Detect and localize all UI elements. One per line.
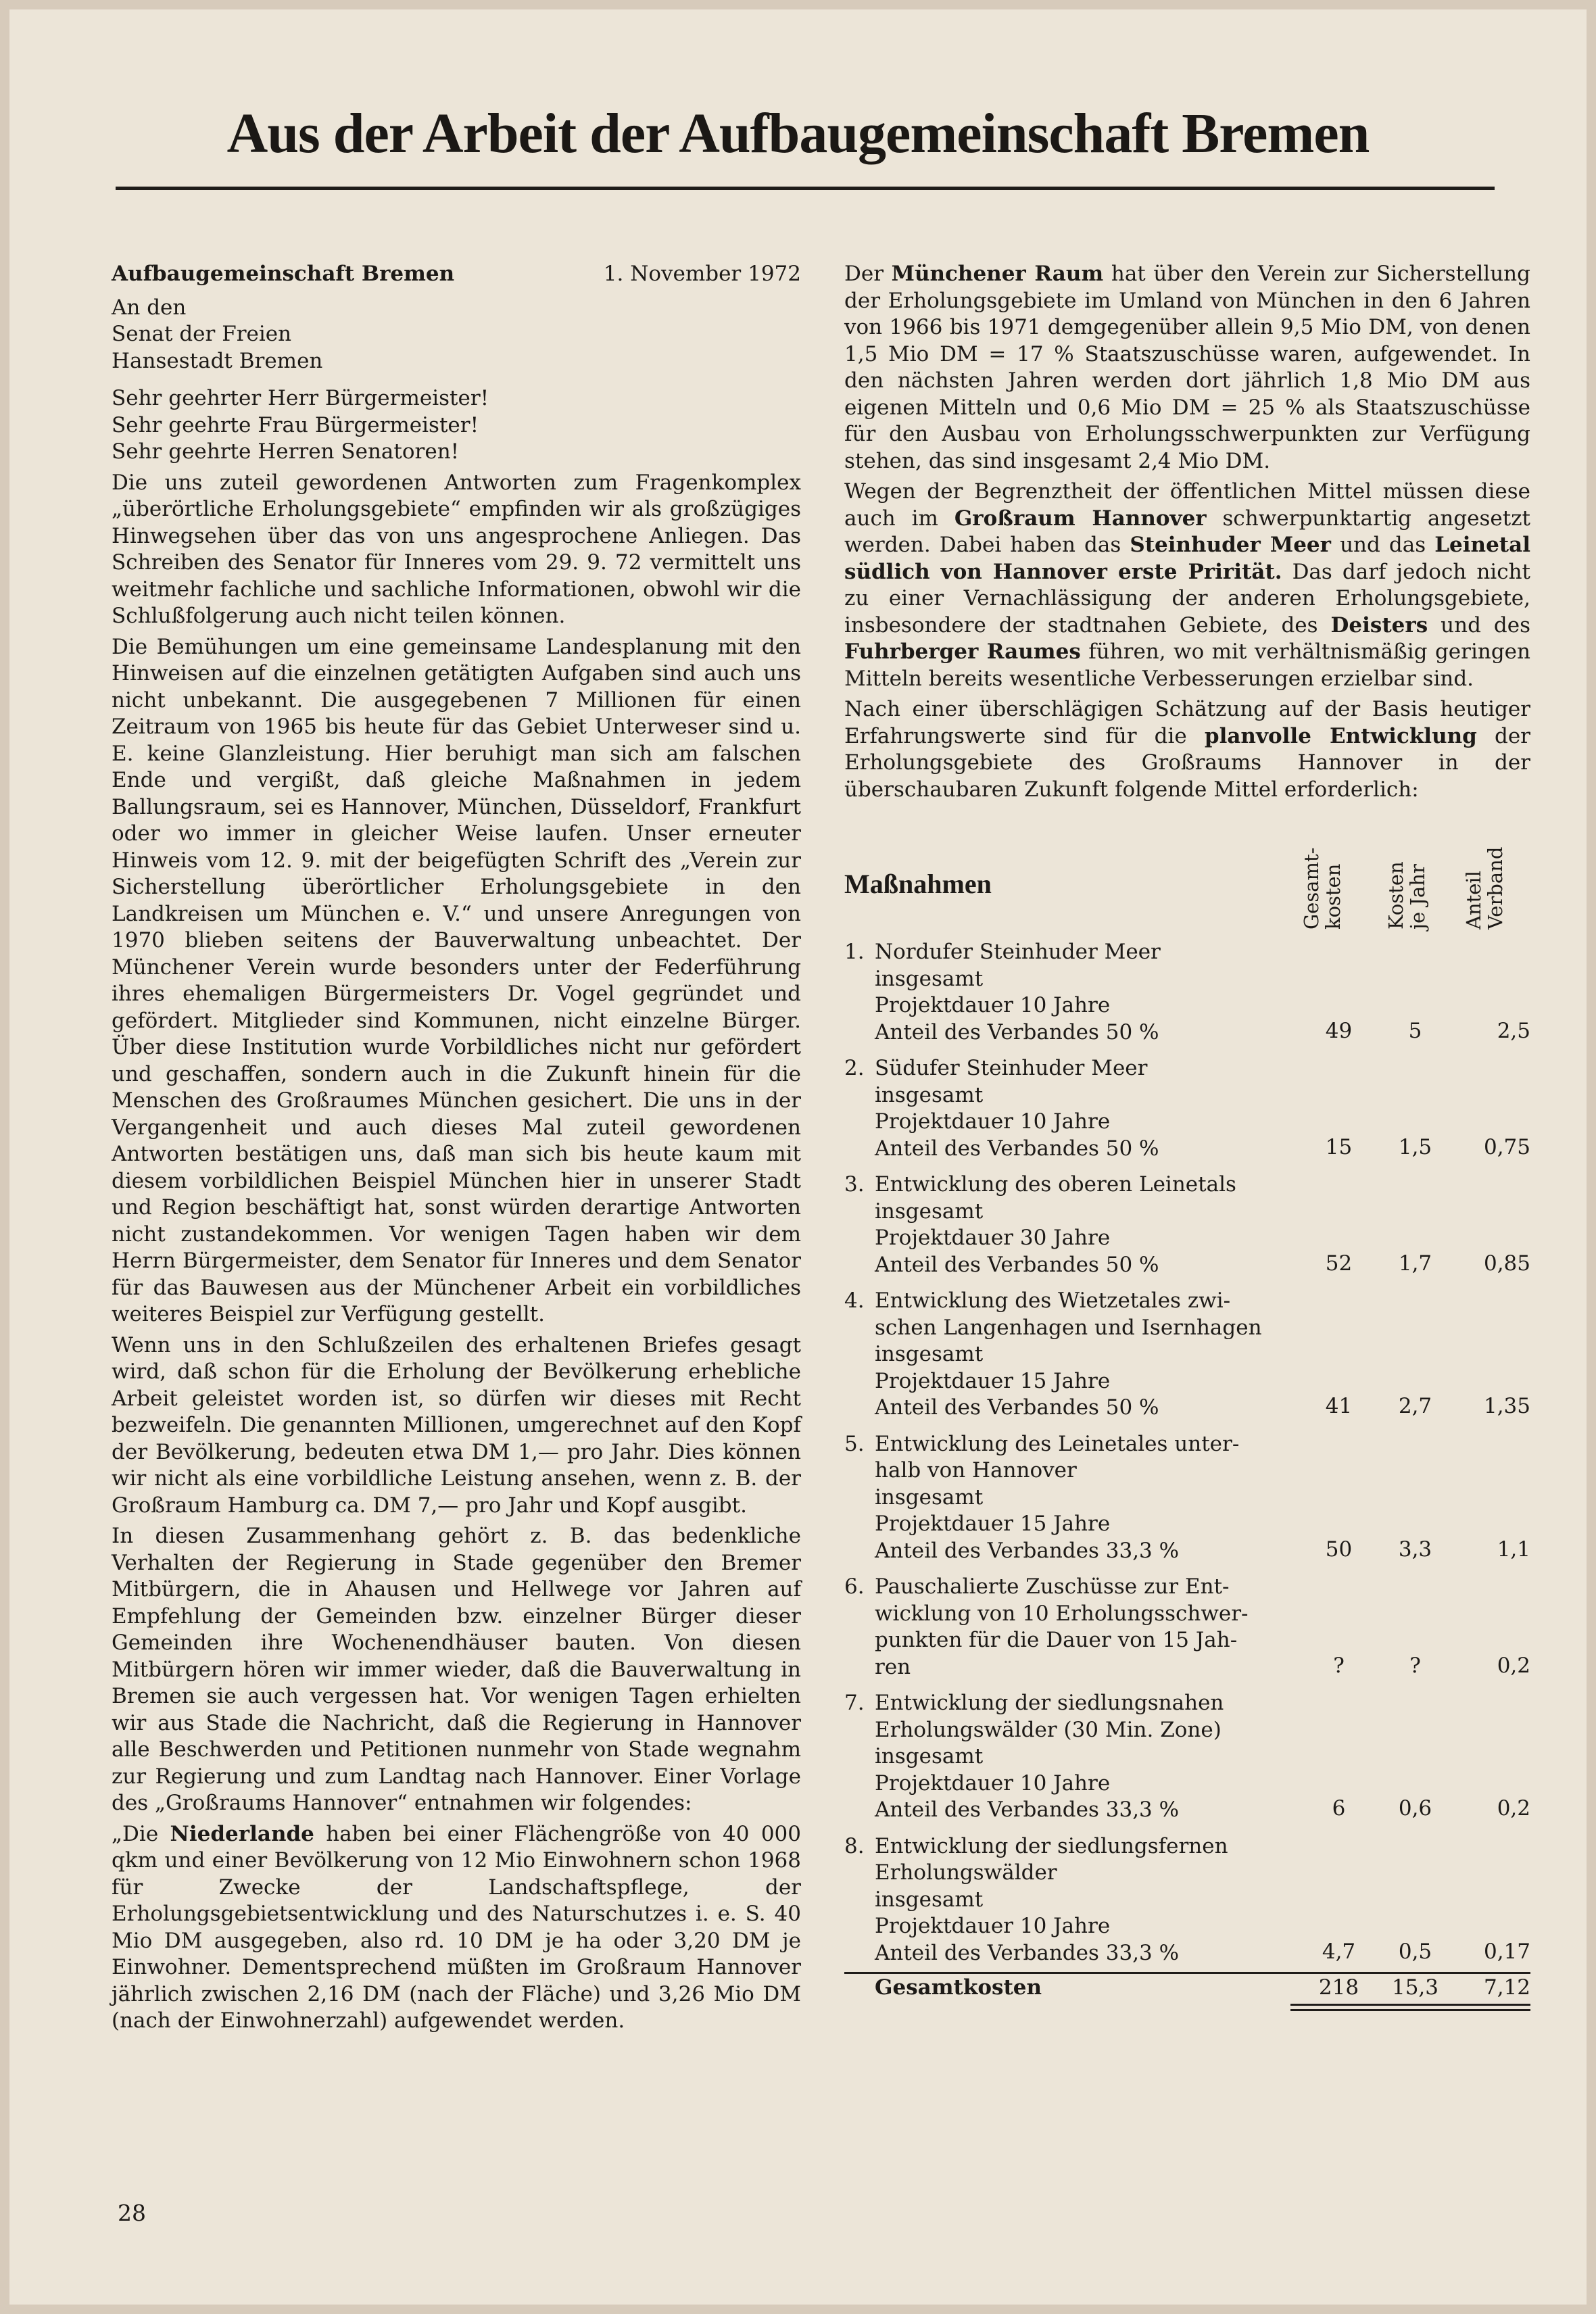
table-total-row [844, 1974, 1530, 2001]
row-text-line: insgesamt [875, 1744, 984, 1768]
table-heading: Maßnahmen [844, 869, 992, 899]
row-cost-per-year: 0,5 [1398, 1939, 1432, 1964]
row-cost-per-year: ? [1409, 1653, 1421, 1678]
total-value: 7,12 [1483, 1975, 1530, 2000]
row-cost-per-year: 3,3 [1398, 1537, 1432, 1562]
salutation-line: Sehr geehrte Herren Senatoren! [112, 439, 460, 464]
row-cost-per-year: 0,6 [1398, 1796, 1432, 1821]
row-text-line: Projektdauer 10 Jahre [875, 1914, 1111, 1938]
row-text-line: Entwicklung des oberen Leinetals [875, 1172, 1236, 1197]
row-text-line: Anteil des Verbandes 50 % [875, 1395, 1159, 1420]
row-share: 0,2 [1497, 1796, 1530, 1821]
row-total-cost: 50 [1325, 1537, 1353, 1562]
row-description [844, 1574, 1301, 1681]
total-value: 15,3 [1391, 1975, 1439, 2000]
row-text-line: Entwicklung der siedlungsnahen [875, 1691, 1224, 1715]
row-share: 2,5 [1497, 1018, 1530, 1043]
row-total-cost: 41 [1325, 1394, 1353, 1418]
row-text-line: Entwicklung des Leinetales unter- [875, 1431, 1240, 1456]
row-text-line: Projektdauer 10 Jahre [875, 993, 1111, 1017]
row-text-line: halb von Hannover [875, 1458, 1077, 1483]
letter-date: 1. November 1972 [603, 262, 801, 286]
row-text-line: Anteil des Verbandes 33,3 % [875, 1798, 1180, 1822]
row-description [844, 1055, 1301, 1162]
letter-paragraph-5: „Die Niederlande haben bei einer Flächengröße von 40 000 qkm und einer Bevölkerung von 12 Mio Einwohnern schon 1968 für Zwecke der Landschaftspflege, der Erholungsgebietsentwicklung und des Naturschutzes i. e. S. 40 Mio DM ausgegeben, also rd. 10 DM je ha oder 3,20 DM je Einwohner. Dementsprechend müßten im Großraum Hannover jährlich zwischen 2,16 DM (nach der Fläche) und 3,26 Mio DM (nach der Einwohnerzahl) aufgewendet werden. [112, 1821, 801, 2033]
row-total-cost: 49 [1325, 1018, 1353, 1043]
row-total-cost: ? [1333, 1653, 1345, 1678]
page-title: Aus der Arbeit der Aufbaugemeinschaft Bremen [226, 102, 1370, 165]
row-cost-per-year: 1,5 [1398, 1134, 1432, 1159]
letter-paragraph-4: In diesen Zusammenhang gehört z. B. das bedenkliche Verhalten der Regierung in Stade gegenüber den Bremer Mitbürgern, die in Ahausen und Hellwege vor Jahren auf Empfehlung der Gemeinden bzw. einzelner Bürger dieser Gemeinden ihre Wochenendhäuser bauten. Von diesen Mitbürgern hören wir immer wieder, daß die Bauverwaltung in Bremen sie auch vergessen hat. Vor wenigen Tagen erhielten wir aus Stade die Nachricht, daß die Regierung in Hannover alle Beschwerden und Petitionen nunmehr von Stade wegnahm zur Regierung und zum Landtag nach Hannover. Einer Vorlage des „Großraums Hannover“ entnahmen wir folgendes: [112, 1524, 801, 1815]
row-text-line: Anteil des Verbandes 50 % [875, 1252, 1159, 1277]
right-column [844, 261, 1530, 2011]
table-row [844, 1055, 1530, 1162]
row-share: 0,75 [1483, 1134, 1530, 1159]
row-text-line: Pauschalierte Zuschüsse zur Ent- [875, 1574, 1230, 1599]
salutation-line: Sehr geehrte Frau Bürgermeister! [112, 412, 479, 437]
row-description [844, 1172, 1301, 1278]
row-text-line: ren [875, 1654, 911, 1679]
row-number: 5. [844, 1431, 865, 1456]
row-description [844, 939, 1301, 1046]
row-number: 3. [844, 1172, 865, 1197]
row-text-line: Projektdauer 10 Jahre [875, 1109, 1111, 1134]
table-row [844, 1288, 1530, 1422]
table-row [844, 1172, 1530, 1278]
row-cost-per-year: 5 [1408, 1018, 1422, 1043]
row-share: 1,1 [1497, 1537, 1530, 1562]
row-text-line: Nordufer Steinhuder Meer [875, 940, 1161, 964]
right-paragraph-1: Der Münchener Raum hat über den Verein zur Sicherstellung der Erholungsgebiete im Umland von München in den 6 Jahren von 1966 bis 1971 demgegenüber allein 9,5 Mio DM, von denen 1,5 Mio DM = 17 % Staatszuschüsse waren, aufgewendet. In den nächsten Jahren werden dort jährlich 1,8 Mio DM aus eigenen Mitteln und 0,6 Mio DM = 25 % als Staatszuschüsse für den Ausbau von Erholungsschwerpunkten zur Verfügung stehen, das sind insgesamt 2,4 Mio DM. [844, 262, 1530, 473]
row-text-line: Projektdauer 15 Jahre [875, 1512, 1111, 1536]
column-header-total: Gesamt- kosten [1300, 847, 1345, 930]
row-text-line: Südufer Steinhuder Meer [875, 1056, 1148, 1080]
row-text-line: insgesamt [875, 1082, 984, 1107]
row-total-cost: 52 [1325, 1251, 1353, 1276]
measures-table [844, 825, 1530, 2011]
address-line: Hansestadt Bremen [112, 348, 323, 373]
letter-paragraph-2: Die Bemühungen um eine gemeinsame Landesplanung mit den Hinweisen auf die einzelnen getätigten Aufgaben sind auch uns nicht unbekannt. Die ausgegebenen 7 Millionen für einen Zeitraum von 1965 bis heute für das Gebiet Unterweser sind u. E. keine Glanzleistung. Hier beruhigt man sich am falschen Ende und vergißt, daß gleiche Maßnahmen in jedem Ballungsraum, sei es Hannover, München, Düsseldorf, Frankfurt oder wo immer in gleicher Weise laufen. Unser erneuter Hinweis vom 12. 9. mit der beigefügten Schrift des „Verein zur Sicherstellung überörtlicher Erholungsgebiete in den Landkreisen um München e. V.“ und unsere Anregungen von 1970 blieben seitens der Bauverwaltung unbeachtet. Der Münchener Verein wurde besonders unter der Federführung ihres ehemaligen Bürgermeisters Dr. Vogel gegründet und gefördert. Mitglieder sind Kommunen, nicht einzelne Bürger. Über diese Institution wurde Vorbildliches nicht nur gefördert und geschaffen, sondern auch in die Zukunft hinein für die Menschen des Großraumes München gesichert. Die uns in der Vergangenheit und auch dieses Mal zuteil gewordenen Antworten bestätigen uns, daß man sich bis heute kaum mit diesem vorbildlichen Beispiel München hier in unserer Stadt und Region beschäftigt hat, sonst würden derartige Antworten nicht zustandekommen. Vor wenigen Tagen haben wir dem Herrn Bürgermeister, dem Senator für Inneres und dem Senator für das Bauwesen aus der Münchener Arbeit ein vorbildliches weiteres Beispiel zur Verfügung gestellt. [112, 634, 801, 1326]
left-column [112, 261, 801, 2039]
row-number: 6. [844, 1574, 865, 1599]
page-number: 28 [118, 2200, 146, 2226]
row-text-line: Erholungswälder [875, 1860, 1057, 1885]
table-row [844, 1833, 1530, 1967]
row-text-line: punkten für die Dauer von 15 Jah- [875, 1628, 1238, 1652]
row-text-line: insgesamt [875, 1342, 984, 1366]
row-text-line: insgesamt [875, 966, 984, 991]
row-number: 7. [844, 1691, 865, 1715]
row-share: 0,85 [1483, 1251, 1530, 1276]
double-rule [1290, 2009, 1530, 2011]
letter-paragraph-1: Die uns zuteil gewordenen Antworten zum Fragenkomplex „überörtliche Erholungsgebiete“ empfinden wir als großzügiges Hinwegsehen über das von uns angesprochene Anliegen. Das Schreiben des Senator für Inneres vom 29. 9. 72 vermittelt uns weitmehr fachliche und sachliche Informationen, obwohl wir die Schlußfolgerung auch nicht teilen können. [112, 470, 801, 628]
row-text-line: insgesamt [875, 1485, 984, 1510]
total-value: 218 [1318, 1975, 1359, 2000]
row-description [844, 1288, 1301, 1422]
document-page [9, 9, 1587, 2305]
row-number: 8. [844, 1833, 865, 1858]
row-total-cost: 4,7 [1322, 1939, 1356, 1964]
table-header [844, 825, 1530, 930]
row-text-line: Anteil des Verbandes 33,3 % [875, 1538, 1180, 1563]
table-row [844, 939, 1530, 1046]
column-header-per-year: Kosten je Jahr [1384, 861, 1429, 930]
title-rule [116, 187, 1495, 190]
row-text-line: Anteil des Verbandes 50 % [875, 1019, 1159, 1044]
row-text-line: insgesamt [875, 1887, 984, 1912]
row-text-line: Projektdauer 15 Jahre [875, 1368, 1111, 1393]
row-share: 1,35 [1483, 1394, 1530, 1418]
row-text-line: Erholungswälder (30 Min. Zone) [875, 1717, 1222, 1742]
table-row [844, 1431, 1530, 1565]
row-text-line: Projektdauer 10 Jahre [875, 1770, 1111, 1795]
row-description [844, 1833, 1301, 1967]
letter-header [112, 261, 801, 288]
column-header-share: Anteil Verband [1462, 846, 1507, 930]
row-text-line: Entwicklung der siedlungsfernen [875, 1833, 1228, 1858]
row-number: 2. [844, 1056, 865, 1080]
row-text-line: Anteil des Verbandes 50 % [875, 1136, 1159, 1161]
table-row [844, 1574, 1530, 1681]
right-paragraph-3: Nach einer überschlägigen Schätzung auf der Basis heutiger Erfahrungswerte sind für die planvolle Entwicklung der Erholungsgebiete des Großraums Hannover in der überschaubaren Zukunft folgende Mittel erforderlich: [844, 697, 1530, 802]
table-body [844, 939, 1530, 1967]
row-share: 0,17 [1483, 1939, 1530, 1964]
letter-paragraph-3: Wenn uns in den Schlußzeilen des erhaltenen Briefes gesagt wird, daß schon für die Erholung der Bevölkerung erhebliche Arbeit geleistet worden ist, so dürfen wir dieses mit Recht bezweifeln. Die genannten Millionen, umgerechnet auf den Kopf der Bevölkerung, bedeuten etwa DM 1,— pro Jahr. Dies können wir nicht als eine vorbildliche Leistung ansehen, wenn z. B. der Großraum Hamburg ca. DM 7,— pro Jahr und Kopf ausgibt. [112, 1332, 801, 1518]
total-label: Gesamtkosten [875, 1975, 1042, 2000]
table-row [844, 1690, 1530, 1824]
row-description [844, 1431, 1301, 1565]
row-cost-per-year: 2,7 [1398, 1394, 1432, 1418]
right-paragraph-2: Wegen der Begrenztheit der öffentlichen Mittel müssen diese auch im Großraum Hannover schwerpunktartig angesetzt werden. Dabei haben das Steinhuder Meer und das Leinetal südlich von Hannover erste Prirität. Das darf jedoch nicht zu einer Vernachlässigung der anderen Erholungsgebiete, insbesondere der stadtnahen Gebiete, des Deisters und des Fuhrberger Raumes führen, wo mit verhältnismäßig geringen Mitteln bereits wesentliche Verbesserungen erzielbar sind. [844, 479, 1530, 691]
row-text-line: wicklung von 10 Erholungsschwer- [875, 1601, 1249, 1626]
row-text-line: Anteil des Verbandes 33,3 % [875, 1940, 1180, 1965]
letter-salutations [112, 385, 801, 466]
row-total-cost: 6 [1332, 1796, 1346, 1821]
row-cost-per-year: 1,7 [1398, 1251, 1432, 1276]
row-text-line: Projektdauer 30 Jahre [875, 1226, 1111, 1250]
salutation-line: Sehr geehrter Herr Bürgermeister! [112, 386, 489, 410]
address-line: An den [112, 295, 187, 320]
row-text-line: insgesamt [875, 1199, 984, 1224]
letter-sender: Aufbaugemeinschaft Bremen [112, 262, 455, 286]
row-total-cost: 15 [1325, 1134, 1353, 1159]
address-line: Senat der Freien [112, 322, 292, 346]
row-text-line: Entwicklung des Wietzetales zwi- [875, 1288, 1231, 1313]
row-description [844, 1690, 1301, 1824]
row-text-line: schen Langenhagen und Isernhagen [875, 1315, 1262, 1340]
row-number: 1. [844, 940, 865, 964]
row-share: 0,2 [1497, 1653, 1530, 1678]
row-number: 4. [844, 1288, 865, 1313]
double-rule [1290, 2004, 1530, 2006]
letter-address [112, 295, 801, 375]
